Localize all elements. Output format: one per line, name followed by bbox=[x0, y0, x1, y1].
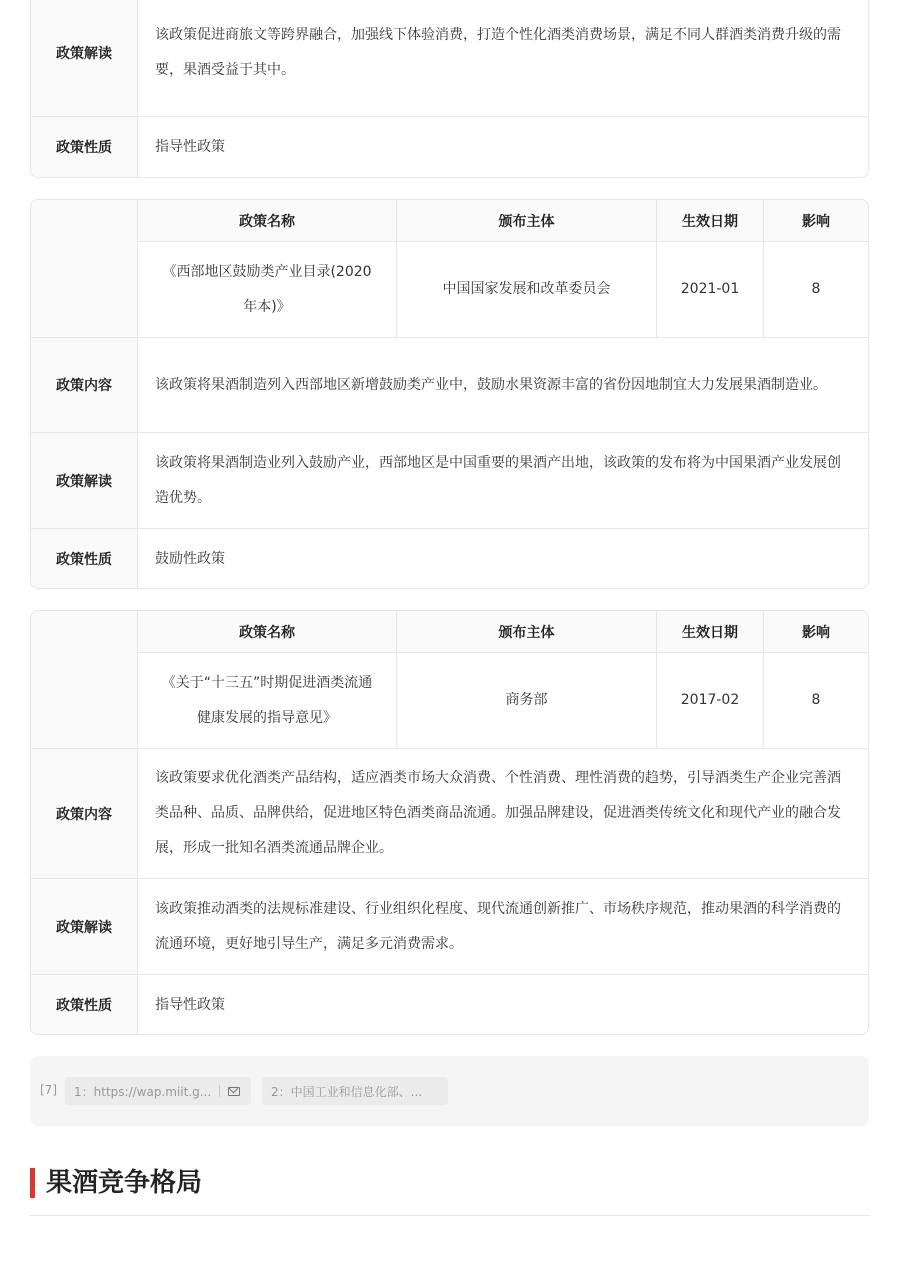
interpretation-text: 该政策促进商旅文等跨界融合，加强线下体验消费，打造个性化酒类消费场景，满足不同人群酒类消费升级的需要，果酒受益于其中。 bbox=[155, 27, 841, 78]
header-issuer: 颁布主体 bbox=[397, 611, 657, 652]
policy-date: 2021-01 bbox=[657, 242, 764, 337]
nature-text: 鼓励性政策 bbox=[155, 550, 225, 567]
nature-row bbox=[31, 528, 868, 589]
nature-text: 指导性政策 bbox=[155, 138, 225, 155]
reference-link-2-text: 2：中国工业和信息化部、... bbox=[271, 1084, 423, 1099]
section-title: 果酒竞争格局 bbox=[46, 1168, 203, 1198]
nature-label: 政策性质 bbox=[31, 117, 138, 177]
header-issuer: 颁布主体 bbox=[397, 200, 657, 241]
content-label: 政策内容 bbox=[31, 749, 138, 878]
header-name: 政策名称 bbox=[138, 200, 397, 241]
interpretation-row bbox=[31, 878, 868, 974]
interpretation-text: 该政策将果酒制造业列入鼓励产业，西部地区是中国重要的果酒产出地，该政策的发布将为中国果酒产业发展创造优势。 bbox=[155, 454, 841, 506]
policy-meta-table bbox=[138, 611, 868, 748]
references-panel bbox=[30, 1056, 869, 1126]
policy-impact: 8 bbox=[811, 692, 821, 708]
policy-meta-row bbox=[31, 611, 868, 748]
policy-meta-row bbox=[31, 200, 868, 337]
section-heading bbox=[30, 1166, 870, 1216]
section-accent-bar bbox=[30, 1168, 35, 1198]
content-row bbox=[31, 748, 868, 878]
reference-link-1-text: 1：https://wap.miit.g... bbox=[74, 1084, 212, 1099]
content-text: 该政策要求优化酒类产品结构，适应酒类市场大众消费、个性消费、理性消费的趋势，引导酒类生产企业完善酒类品种、品质、品牌供给，促进地区特色酒类商品流通。加强品牌建设，促进酒类传统文化和现代产业的融合发展，形成一批知名酒类流通品牌企业。 bbox=[155, 770, 841, 856]
nature-row bbox=[31, 974, 868, 1035]
content-text: 该政策将果酒制造列入西部地区新增鼓励类产业中，鼓励水果资源丰富的省份因地制宜大力发展果酒制造业。 bbox=[155, 376, 827, 393]
interpretation-label: 政策解读 bbox=[31, 879, 138, 974]
policy-impact: 8 bbox=[811, 281, 821, 297]
divider bbox=[219, 1085, 220, 1097]
interpretation-row bbox=[31, 432, 868, 528]
nature-text: 指导性政策 bbox=[155, 996, 225, 1013]
policy-issuer: 中国国家发展和改革委员会 bbox=[397, 242, 657, 337]
header-impact: 影响 bbox=[802, 213, 830, 230]
policy-meta-table bbox=[138, 200, 868, 337]
nature-row bbox=[31, 116, 868, 177]
policy-name: 《西部地区鼓励类产业目录(2020年本)》 bbox=[138, 242, 397, 337]
interpretation-label: 政策解读 bbox=[31, 433, 138, 528]
policy-issuer: 商务部 bbox=[397, 653, 657, 748]
policy-card-1 bbox=[30, 199, 869, 589]
reference-link-1[interactable] bbox=[65, 1077, 251, 1105]
policy-name: 《关于“十三五”时期促进酒类流通健康发展的指导意见》 bbox=[138, 653, 397, 748]
content-row bbox=[31, 337, 868, 432]
interpretation-text: 该政策推动酒类的法规标准建设、行业组织化程度、现代流通创新推广、市场秩序规范，推动果酒的科学消费的流通环境，更好地引导生产，满足多元消费需求。 bbox=[155, 900, 841, 952]
header-date: 生效日期 bbox=[657, 611, 764, 652]
nature-label: 政策性质 bbox=[31, 529, 138, 589]
policy-date: 2017-02 bbox=[657, 653, 764, 748]
content-label: 政策内容 bbox=[31, 338, 138, 432]
reference-link-2[interactable] bbox=[262, 1077, 448, 1105]
mail-icon[interactable] bbox=[228, 1087, 240, 1096]
nature-label: 政策性质 bbox=[31, 975, 138, 1035]
header-impact: 影响 bbox=[802, 624, 830, 641]
interpretation-label: 政策解读 bbox=[31, 0, 138, 116]
policy-card-2 bbox=[30, 610, 869, 1035]
interpretation-row bbox=[31, 0, 868, 116]
reference-number: [7] bbox=[40, 1083, 57, 1097]
header-date: 生效日期 bbox=[657, 200, 764, 241]
header-name: 政策名称 bbox=[138, 611, 397, 652]
policy-card-0 bbox=[30, 0, 869, 178]
